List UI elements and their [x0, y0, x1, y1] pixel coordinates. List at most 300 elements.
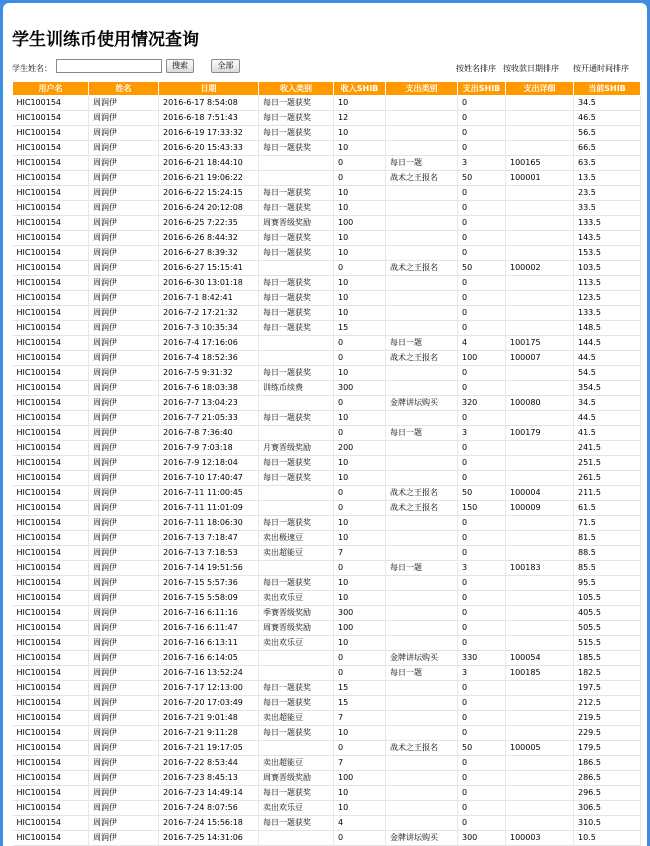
cell-expense-type: 战术之王报名	[386, 261, 458, 276]
cell-income-type: 每日一题获奖	[259, 141, 334, 156]
cell-username: HIC100154	[13, 486, 89, 501]
cell-income-type: 卖出欢乐豆	[259, 636, 334, 651]
cell-date: 2016-7-16 13:52:24	[159, 666, 259, 681]
cell-date: 2016-7-8 7:36:40	[159, 426, 259, 441]
table-body	[13, 96, 641, 846]
cell-current-shib: 105.5	[574, 591, 641, 606]
cell-username: HIC100154	[13, 186, 89, 201]
table-row	[13, 531, 641, 546]
table-row	[13, 636, 641, 651]
cell-date: 2016-7-21 19:17:05	[159, 741, 259, 756]
cell-expense-shib: 0	[458, 816, 506, 831]
table-header-row	[13, 82, 641, 96]
cell-username: HIC100154	[13, 171, 89, 186]
cell-expense-type: 每日一题	[386, 426, 458, 441]
cell-username: HIC100154	[13, 561, 89, 576]
cell-username: HIC100154	[13, 381, 89, 396]
cell-username: HIC100154	[13, 411, 89, 426]
cell-expense-detail	[506, 636, 574, 651]
column-header-date: 日期	[159, 82, 259, 96]
cell-name: 周润伊	[89, 441, 159, 456]
cell-expense-type	[386, 411, 458, 426]
cell-expense-type: 每日一题	[386, 336, 458, 351]
table-row	[13, 771, 641, 786]
cell-current-shib: 34.5	[574, 396, 641, 411]
cell-expense-detail	[506, 576, 574, 591]
cell-expense-shib: 0	[458, 186, 506, 201]
cell-username: HIC100154	[13, 141, 89, 156]
table-row	[13, 621, 641, 636]
cell-income-type: 每日一题获奖	[259, 126, 334, 141]
cell-name: 周润伊	[89, 456, 159, 471]
cell-income-type: 每日一题获奖	[259, 786, 334, 801]
cell-name: 周润伊	[89, 111, 159, 126]
cell-date: 2016-7-25 14:31:06	[159, 831, 259, 846]
cell-date: 2016-7-1 8:42:41	[159, 291, 259, 306]
cell-expense-type: 战术之王报名	[386, 741, 458, 756]
table-row	[13, 426, 641, 441]
cell-expense-type	[386, 711, 458, 726]
cell-current-shib: 44.5	[574, 411, 641, 426]
table-row	[13, 681, 641, 696]
cell-expense-shib: 0	[458, 591, 506, 606]
cell-expense-type	[386, 231, 458, 246]
cell-expense-shib: 0	[458, 726, 506, 741]
cell-current-shib: 54.5	[574, 366, 641, 381]
cell-expense-shib: 0	[458, 471, 506, 486]
cell-expense-type	[386, 516, 458, 531]
table-row	[13, 141, 641, 156]
cell-income-shib: 10	[334, 306, 386, 321]
cell-expense-type	[386, 756, 458, 771]
cell-expense-shib: 0	[458, 366, 506, 381]
cell-income-type: 每日一题获奖	[259, 231, 334, 246]
table-row	[13, 726, 641, 741]
shib-usage-table	[12, 81, 641, 846]
cell-expense-type	[386, 111, 458, 126]
cell-expense-shib: 3	[458, 426, 506, 441]
cell-expense-shib: 320	[458, 396, 506, 411]
cell-income-shib: 15	[334, 321, 386, 336]
cell-name: 周润伊	[89, 651, 159, 666]
cell-expense-type	[386, 291, 458, 306]
cell-expense-shib: 0	[458, 576, 506, 591]
cell-expense-detail	[506, 711, 574, 726]
cell-current-shib: 66.5	[574, 141, 641, 156]
cell-username: HIC100154	[13, 576, 89, 591]
table-row	[13, 456, 641, 471]
table-row	[13, 756, 641, 771]
cell-income-type: 每日一题获奖	[259, 726, 334, 741]
sort-by-payment-date-link[interactable]: 按收款日期排序	[503, 64, 559, 73]
cell-username: HIC100154	[13, 621, 89, 636]
cell-username: HIC100154	[13, 231, 89, 246]
cell-income-type: 训练币续费	[259, 381, 334, 396]
cell-income-type: 每日一题获奖	[259, 516, 334, 531]
cell-username: HIC100154	[13, 606, 89, 621]
cell-date: 2016-7-11 11:01:09	[159, 501, 259, 516]
cell-username: HIC100154	[13, 441, 89, 456]
cell-current-shib: 211.5	[574, 486, 641, 501]
cell-date: 2016-6-17 8:54:08	[159, 96, 259, 111]
cell-expense-shib: 0	[458, 381, 506, 396]
cell-income-shib: 10	[334, 801, 386, 816]
cell-username: HIC100154	[13, 111, 89, 126]
cell-expense-detail	[506, 546, 574, 561]
cell-income-shib: 10	[334, 786, 386, 801]
cell-current-shib: 133.5	[574, 306, 641, 321]
cell-income-type	[259, 426, 334, 441]
cell-expense-type	[386, 186, 458, 201]
cell-name: 周润伊	[89, 291, 159, 306]
cell-income-shib: 10	[334, 126, 386, 141]
cell-username: HIC100154	[13, 336, 89, 351]
cell-expense-shib: 0	[458, 126, 506, 141]
cell-date: 2016-7-9 12:18:04	[159, 456, 259, 471]
cell-income-shib: 0	[334, 666, 386, 681]
cell-date: 2016-7-21 9:11:28	[159, 726, 259, 741]
cell-name: 周润伊	[89, 351, 159, 366]
cell-income-type	[259, 171, 334, 186]
cell-date: 2016-7-14 19:51:56	[159, 561, 259, 576]
cell-income-shib: 15	[334, 681, 386, 696]
cell-expense-shib: 0	[458, 201, 506, 216]
table-row	[13, 156, 641, 171]
cell-name: 周润伊	[89, 231, 159, 246]
cell-expense-type	[386, 531, 458, 546]
cell-username: HIC100154	[13, 351, 89, 366]
cell-income-shib: 7	[334, 711, 386, 726]
cell-expense-type	[386, 366, 458, 381]
cell-name: 周润伊	[89, 561, 159, 576]
cell-current-shib: 44.5	[574, 351, 641, 366]
cell-current-shib: 179.5	[574, 741, 641, 756]
cell-income-type	[259, 486, 334, 501]
cell-expense-type	[386, 591, 458, 606]
cell-income-type	[259, 261, 334, 276]
cell-expense-detail: 100007	[506, 351, 574, 366]
cell-date: 2016-7-11 18:06:30	[159, 516, 259, 531]
cell-income-shib: 10	[334, 291, 386, 306]
cell-expense-detail: 100185	[506, 666, 574, 681]
cell-expense-detail	[506, 246, 574, 261]
cell-username: HIC100154	[13, 306, 89, 321]
cell-expense-shib: 0	[458, 411, 506, 426]
cell-expense-type	[386, 306, 458, 321]
cell-name: 周润伊	[89, 501, 159, 516]
cell-username: HIC100154	[13, 786, 89, 801]
cell-income-type: 每日一题获奖	[259, 411, 334, 426]
table-row	[13, 171, 641, 186]
cell-current-shib: 10.5	[574, 831, 641, 846]
cell-current-shib: 212.5	[574, 696, 641, 711]
table-row	[13, 606, 641, 621]
cell-current-shib: 23.5	[574, 186, 641, 201]
cell-current-shib: 185.5	[574, 651, 641, 666]
cell-income-shib: 0	[334, 486, 386, 501]
cell-current-shib: 113.5	[574, 276, 641, 291]
cell-username: HIC100154	[13, 681, 89, 696]
cell-date: 2016-6-18 7:51:43	[159, 111, 259, 126]
cell-income-type: 每日一题获奖	[259, 576, 334, 591]
cell-username: HIC100154	[13, 741, 89, 756]
cell-income-type: 周赛晋级奖励	[259, 771, 334, 786]
table-row	[13, 501, 641, 516]
table-row	[13, 216, 641, 231]
cell-expense-detail: 100080	[506, 396, 574, 411]
cell-income-shib: 7	[334, 546, 386, 561]
table-row	[13, 741, 641, 756]
column-header-name: 姓名	[89, 82, 159, 96]
cell-name: 周润伊	[89, 381, 159, 396]
cell-income-shib: 0	[334, 261, 386, 276]
cell-date: 2016-7-16 6:13:11	[159, 636, 259, 651]
cell-username: HIC100154	[13, 321, 89, 336]
cell-name: 周润伊	[89, 801, 159, 816]
cell-username: HIC100154	[13, 666, 89, 681]
cell-expense-type	[386, 801, 458, 816]
cell-expense-shib: 0	[458, 696, 506, 711]
cell-date: 2016-7-13 7:18:53	[159, 546, 259, 561]
cell-current-shib: 241.5	[574, 441, 641, 456]
cell-expense-type	[386, 816, 458, 831]
cell-expense-type	[386, 246, 458, 261]
cell-current-shib: 296.5	[574, 786, 641, 801]
cell-username: HIC100154	[13, 831, 89, 846]
student-name-input[interactable]	[56, 59, 162, 73]
cell-name: 周润伊	[89, 666, 159, 681]
cell-name: 周润伊	[89, 306, 159, 321]
cell-expense-type	[386, 726, 458, 741]
cell-name: 周润伊	[89, 156, 159, 171]
cell-date: 2016-7-4 18:52:36	[159, 351, 259, 366]
table-row	[13, 831, 641, 846]
cell-expense-shib: 0	[458, 216, 506, 231]
show-all-button[interactable]: 全部	[211, 59, 240, 73]
cell-username: HIC100154	[13, 516, 89, 531]
table-row	[13, 201, 641, 216]
cell-expense-shib: 100	[458, 351, 506, 366]
cell-name: 周润伊	[89, 636, 159, 651]
cell-expense-detail: 100002	[506, 261, 574, 276]
cell-expense-type	[386, 696, 458, 711]
cell-income-shib: 0	[334, 561, 386, 576]
cell-current-shib: 34.5	[574, 96, 641, 111]
cell-expense-detail	[506, 816, 574, 831]
cell-expense-detail: 100175	[506, 336, 574, 351]
cell-income-type: 每日一题获奖	[259, 291, 334, 306]
cell-expense-detail	[506, 756, 574, 771]
cell-date: 2016-7-16 6:11:47	[159, 621, 259, 636]
cell-expense-detail	[506, 441, 574, 456]
cell-expense-detail	[506, 606, 574, 621]
table-row	[13, 486, 641, 501]
sort-by-name-link[interactable]: 按姓名排序	[456, 64, 496, 73]
column-header-income-type: 收入类别	[259, 82, 334, 96]
cell-income-type	[259, 336, 334, 351]
cell-username: HIC100154	[13, 531, 89, 546]
cell-name: 周润伊	[89, 621, 159, 636]
cell-date: 2016-6-27 8:39:32	[159, 246, 259, 261]
table-row	[13, 366, 641, 381]
page-title: 学生训练币使用情况查询	[12, 30, 199, 50]
cell-name: 周润伊	[89, 531, 159, 546]
cell-current-shib: 310.5	[574, 816, 641, 831]
cell-expense-detail: 100183	[506, 561, 574, 576]
cell-username: HIC100154	[13, 651, 89, 666]
cell-expense-type	[386, 771, 458, 786]
cell-name: 周润伊	[89, 126, 159, 141]
table-row	[13, 561, 641, 576]
cell-income-type: 每日一题获奖	[259, 306, 334, 321]
table-row	[13, 666, 641, 681]
cell-username: HIC100154	[13, 636, 89, 651]
table-row	[13, 471, 641, 486]
cell-expense-shib: 0	[458, 516, 506, 531]
cell-income-type	[259, 501, 334, 516]
cell-expense-detail	[506, 531, 574, 546]
cell-expense-shib: 0	[458, 711, 506, 726]
cell-name: 周润伊	[89, 171, 159, 186]
cell-date: 2016-6-26 8:44:32	[159, 231, 259, 246]
cell-income-type: 卖出欢乐豆	[259, 591, 334, 606]
cell-expense-detail: 100004	[506, 486, 574, 501]
cell-username: HIC100154	[13, 816, 89, 831]
cell-expense-shib: 0	[458, 786, 506, 801]
cell-name: 周润伊	[89, 711, 159, 726]
cell-expense-detail	[506, 291, 574, 306]
cell-income-type: 每日一题获奖	[259, 456, 334, 471]
cell-income-shib: 10	[334, 276, 386, 291]
cell-expense-type: 金牌讲坛购买	[386, 396, 458, 411]
cell-expense-shib: 0	[458, 681, 506, 696]
cell-expense-detail	[506, 591, 574, 606]
table-row	[13, 591, 641, 606]
cell-expense-detail	[506, 411, 574, 426]
cell-expense-type: 每日一题	[386, 666, 458, 681]
cell-date: 2016-7-10 17:40:47	[159, 471, 259, 486]
cell-date: 2016-6-21 19:06:22	[159, 171, 259, 186]
cell-name: 周润伊	[89, 516, 159, 531]
cell-income-shib: 100	[334, 771, 386, 786]
cell-name: 周润伊	[89, 141, 159, 156]
cell-income-shib: 7	[334, 756, 386, 771]
cell-income-type: 每日一题获奖	[259, 201, 334, 216]
cell-current-shib: 133.5	[574, 216, 641, 231]
cell-expense-type: 战术之王报名	[386, 171, 458, 186]
table-row	[13, 441, 641, 456]
cell-expense-type: 每日一题	[386, 156, 458, 171]
cell-income-shib: 10	[334, 246, 386, 261]
cell-expense-type	[386, 786, 458, 801]
cell-username: HIC100154	[13, 201, 89, 216]
column-header-username: 用户名	[13, 82, 89, 96]
cell-expense-detail	[506, 681, 574, 696]
cell-name: 周润伊	[89, 786, 159, 801]
cell-date: 2016-6-22 15:24:15	[159, 186, 259, 201]
cell-expense-detail: 100054	[506, 651, 574, 666]
cell-expense-shib: 3	[458, 561, 506, 576]
cell-expense-type: 战术之王报名	[386, 501, 458, 516]
sort-by-open-time-link[interactable]: 按开通时间排序	[573, 64, 629, 73]
cell-current-shib: 103.5	[574, 261, 641, 276]
cell-current-shib: 41.5	[574, 426, 641, 441]
cell-username: HIC100154	[13, 726, 89, 741]
cell-income-shib: 10	[334, 576, 386, 591]
cell-income-type: 卖出超能豆	[259, 756, 334, 771]
cell-income-shib: 0	[334, 336, 386, 351]
search-button[interactable]: 搜索	[166, 59, 194, 73]
cell-income-type	[259, 351, 334, 366]
cell-current-shib: 153.5	[574, 246, 641, 261]
cell-expense-detail	[506, 696, 574, 711]
cell-income-shib: 100	[334, 621, 386, 636]
column-header-income-shib: 收入SHIB	[334, 82, 386, 96]
cell-current-shib: 33.5	[574, 201, 641, 216]
cell-name: 周润伊	[89, 426, 159, 441]
table-row	[13, 321, 641, 336]
cell-name: 周润伊	[89, 336, 159, 351]
cell-date: 2016-7-24 15:56:18	[159, 816, 259, 831]
cell-income-type: 每日一题获奖	[259, 186, 334, 201]
cell-current-shib: 186.5	[574, 756, 641, 771]
cell-expense-detail: 100179	[506, 426, 574, 441]
cell-income-shib: 0	[334, 831, 386, 846]
cell-expense-shib: 0	[458, 321, 506, 336]
cell-income-shib: 15	[334, 696, 386, 711]
cell-name: 周润伊	[89, 486, 159, 501]
table-row	[13, 306, 641, 321]
cell-income-shib: 0	[334, 651, 386, 666]
cell-expense-detail	[506, 621, 574, 636]
cell-current-shib: 63.5	[574, 156, 641, 171]
cell-income-type: 卖出超能豆	[259, 546, 334, 561]
cell-name: 周润伊	[89, 771, 159, 786]
cell-expense-type	[386, 681, 458, 696]
cell-current-shib: 229.5	[574, 726, 641, 741]
table-row	[13, 336, 641, 351]
cell-date: 2016-7-16 6:11:16	[159, 606, 259, 621]
table-row	[13, 246, 641, 261]
cell-expense-type	[386, 471, 458, 486]
cell-date: 2016-7-23 14:49:14	[159, 786, 259, 801]
cell-username: HIC100154	[13, 291, 89, 306]
cell-date: 2016-7-15 5:57:36	[159, 576, 259, 591]
cell-date: 2016-7-16 6:14:05	[159, 651, 259, 666]
cell-name: 周润伊	[89, 216, 159, 231]
cell-expense-type	[386, 126, 458, 141]
cell-expense-detail	[506, 726, 574, 741]
cell-expense-type	[386, 546, 458, 561]
cell-username: HIC100154	[13, 471, 89, 486]
cell-income-shib: 0	[334, 501, 386, 516]
cell-expense-detail	[506, 516, 574, 531]
cell-date: 2016-7-6 18:03:38	[159, 381, 259, 396]
cell-expense-shib: 50	[458, 741, 506, 756]
cell-date: 2016-7-3 10:35:34	[159, 321, 259, 336]
main-panel	[3, 3, 647, 846]
cell-name: 周润伊	[89, 696, 159, 711]
cell-date: 2016-6-19 17:33:32	[159, 126, 259, 141]
cell-date: 2016-6-20 15:43:33	[159, 141, 259, 156]
table-row	[13, 576, 641, 591]
cell-date: 2016-7-4 17:16:06	[159, 336, 259, 351]
cell-username: HIC100154	[13, 276, 89, 291]
cell-income-shib: 300	[334, 606, 386, 621]
table-row	[13, 696, 641, 711]
cell-expense-shib: 0	[458, 621, 506, 636]
table-row	[13, 411, 641, 426]
